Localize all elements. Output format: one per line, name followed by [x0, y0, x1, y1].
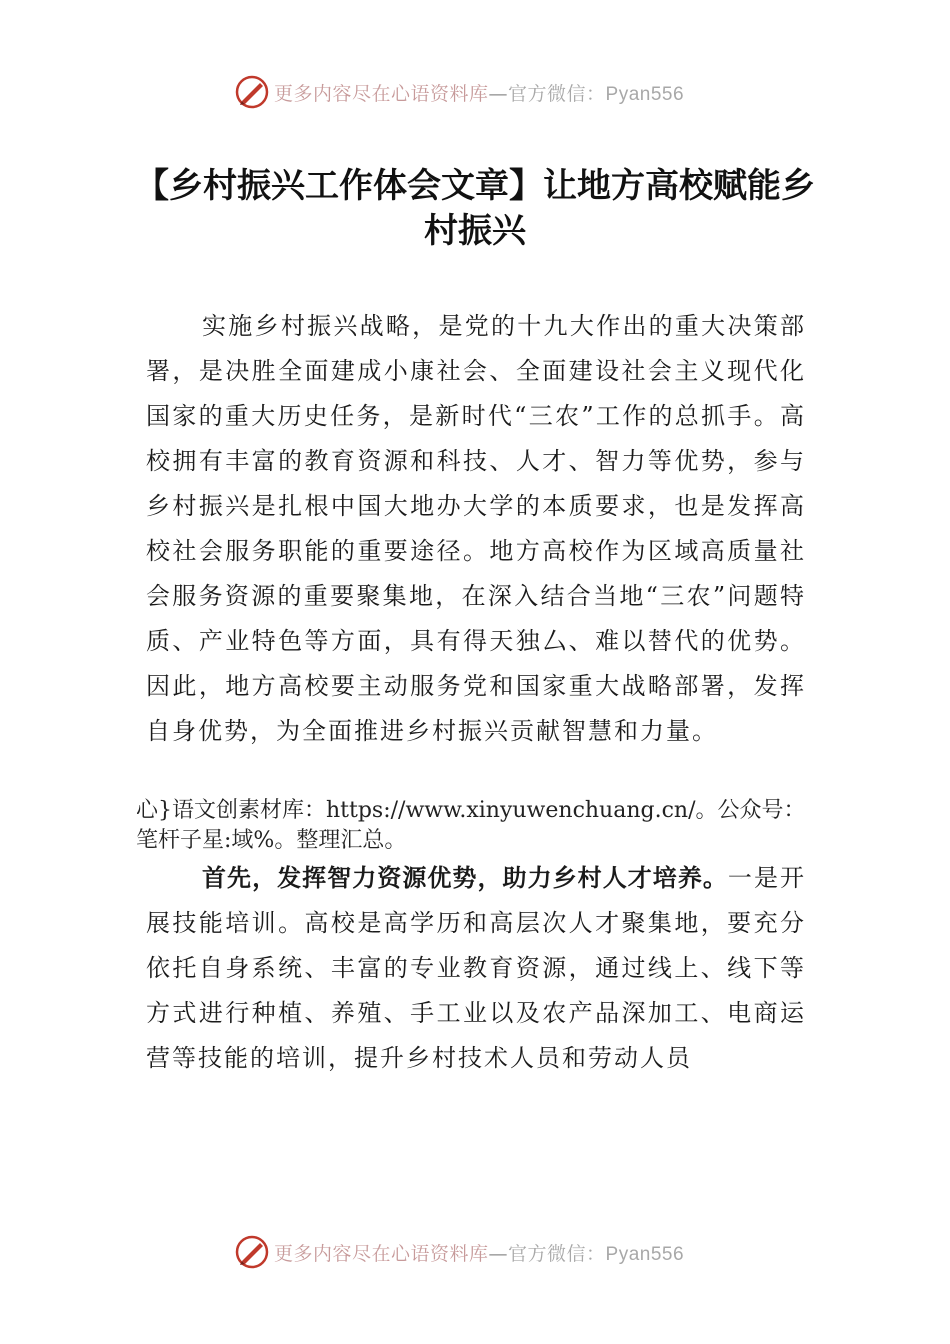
pen-logo-icon [234, 74, 270, 110]
watermark-header [0, 70, 950, 114]
source-note: 心}语文创素材库：https://www.xinyuwenchuang.cn/。公众号：笔杆子星:域%。整理汇总。 [136, 798, 806, 853]
paragraph-intro: 实施乡村振兴战略，是党的十九大作出的重大决策部署，是决胜全面建成小康社会、全面建设社会主义现代化国家的重大历史任务，是新时代“三农”工作的总抓手。高校拥有丰富的教育资源和科技、人才、智力等优势，参与乡村振兴是扎根中国大地办大学的本质要求，也是发挥高校社会服务职能的重要途径。地方高校作为区域高质量社会服务资源的重要聚集地，在深入结合当地“三农”问题特质、产业特色等方面，具有得天独厶、难以替代的优势。因此，地方高校要主动服务党和国家重大战略部署，发挥自身优势，为全面推进乡村振兴贡献智慧和力量。 [146, 312, 806, 745]
paragraph-body: 一是开展技能培训。高校是高学历和高层次人才聚集地，要充分依托自身系统、丰富的专业教育资源，通过线上、线下等方式进行种植、养殖、手工业以及农产品深加工、电商运营等技能的培训，提升乡村技术人员和劳动人员 [146, 864, 807, 1072]
article-title: 【乡村振兴工作体会文章】让地方高校赋能乡村振兴 [135, 166, 815, 251]
pen-logo-icon [234, 1234, 270, 1270]
paragraph-first-point [146, 856, 806, 1081]
watermark-text: 更多内容尽在心语资料库—官方微信：Pyan556 [274, 82, 685, 105]
paragraph-lead: 首先，发挥智力资源优势，助力乡村人才培养。 [202, 864, 728, 892]
watermark-text: 更多内容尽在心语资料库—官方微信：Pyan556 [274, 1242, 685, 1265]
watermark-footer [0, 1230, 950, 1274]
